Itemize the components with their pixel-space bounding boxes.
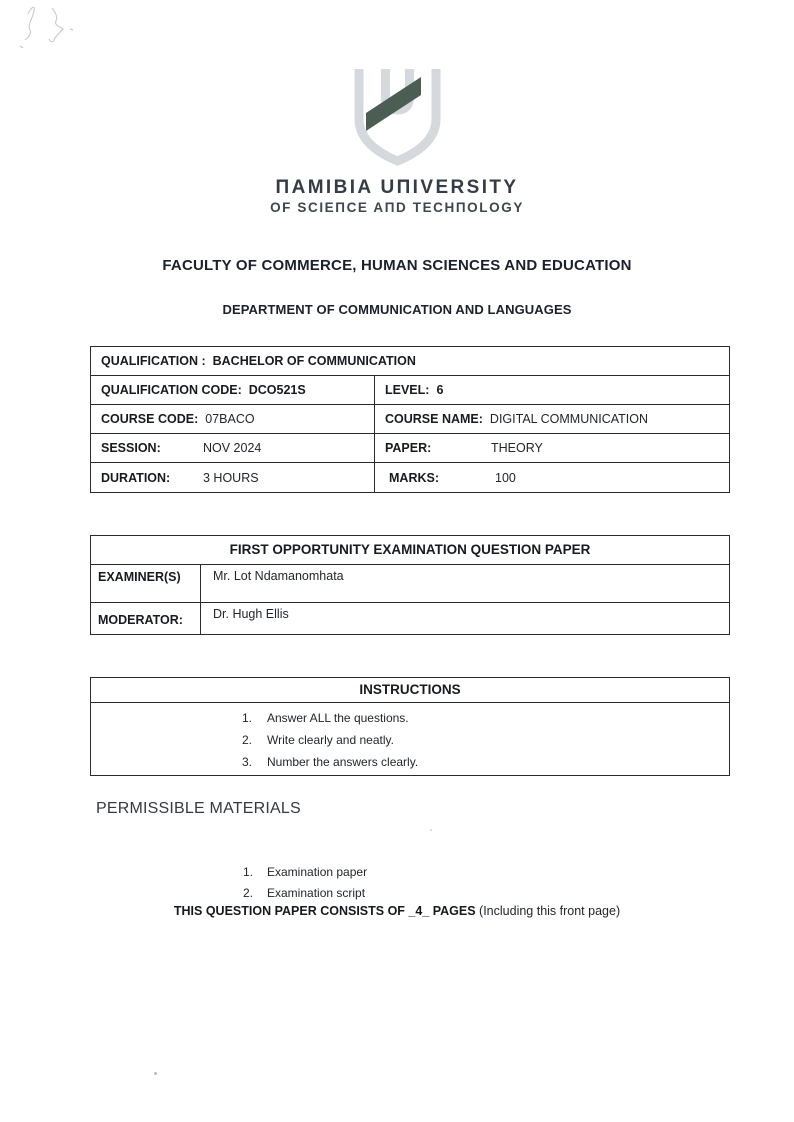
list-item-text: Write clearly and neatly. [267, 733, 394, 747]
course-code-value: 07BACO [205, 412, 255, 426]
moderator-label: MODERATOR: [91, 603, 201, 634]
scan-speck-artifact [154, 1072, 157, 1075]
table-row [91, 602, 729, 634]
marks-value: 100 [495, 470, 516, 485]
faculty-heading: FACULTY OF COMMERCE, HUMAN SCIENCES AND EDUCATION [162, 257, 632, 274]
university-logo [0, 64, 794, 215]
list-item-number: 1. [242, 711, 253, 725]
permissible-materials-title: PERMISSIBLE MATERIALS [96, 800, 301, 817]
list-item [243, 862, 367, 883]
qualification-code-label: QUALIFICATION CODE: [101, 383, 242, 397]
instructions-box [90, 677, 730, 776]
marks-cell [374, 463, 729, 492]
scan-speck-artifact [430, 829, 432, 831]
pencil-scribble-artifact [14, 2, 94, 62]
page-count-regular: (Including this front page) [475, 904, 621, 918]
table-row [91, 564, 729, 602]
exam-paper-table [90, 535, 730, 635]
duration-cell [91, 463, 374, 492]
qualification-value: BACHELOR OF COMMUNICATION [212, 354, 416, 368]
table-row [91, 404, 729, 433]
session-value: NOV 2024 [203, 441, 262, 455]
list-item [242, 751, 729, 773]
page-count-bold: THIS QUESTION PAPER CONSISTS OF _4_ PAGES [173, 904, 476, 918]
list-item-text: Answer ALL the questions. [267, 711, 409, 725]
level-cell [374, 376, 729, 404]
paper-cell [374, 434, 729, 462]
paper-label: PAPER: [385, 441, 432, 455]
instructions-title: INSTRUCTIONS [91, 678, 729, 703]
qualification-label: QUALIFICATION : [101, 354, 206, 368]
course-name-value: DIGITAL COMMUNICATION [489, 412, 649, 426]
list-item-number: 1. [243, 865, 254, 879]
instructions-list [91, 703, 729, 775]
level-value: 6 [436, 383, 444, 397]
marks-label: MARKS: [389, 470, 439, 485]
qualification-cell [91, 347, 729, 375]
qualification-code-value: DCO521S [248, 383, 306, 397]
course-info-table [90, 346, 730, 493]
list-item-number: 2. [242, 733, 253, 747]
university-name: ПAMIBIA UПIVERSITY [275, 177, 519, 198]
level-label: LEVEL: [385, 383, 430, 397]
list-item-text: Examination script [267, 886, 366, 900]
course-name-cell [374, 405, 729, 433]
table-row [91, 347, 729, 375]
course-name-label: COURSE NAME: [385, 412, 483, 426]
page-count-note [0, 904, 794, 918]
table-row [91, 462, 729, 492]
session-label: SESSION: [101, 441, 161, 455]
course-code-cell [91, 405, 374, 433]
nust-shield-logo-icon [350, 64, 445, 170]
table-row [91, 433, 729, 462]
course-code-label: COURSE CODE: [101, 412, 199, 426]
list-item-number: 3. [242, 755, 253, 769]
list-item [242, 707, 729, 729]
department-heading: DEPARTMENT OF COMMUNICATION AND LANGUAGES [222, 302, 572, 317]
permissible-materials-list [243, 862, 367, 904]
list-item-number: 2. [243, 886, 254, 900]
list-item-text: Number the answers clearly. [267, 755, 419, 769]
table-row [91, 375, 729, 404]
examiner-value: Mr. Lot Ndamanomhata [213, 569, 344, 583]
university-name-subline: OF SCIEПCE AПD TECHПOLOGY [270, 200, 524, 215]
exam-paper-title: FIRST OPPORTUNITY EXAMINATION QUESTION PAPER [229, 542, 591, 557]
list-item [242, 729, 729, 751]
duration-label: DURATION: [101, 470, 171, 485]
duration-value: 3 HOURS [203, 470, 259, 485]
list-item [243, 883, 367, 904]
session-cell [91, 434, 374, 462]
paper-value: THEORY [491, 441, 543, 455]
moderator-value: Dr. Hugh Ellis [213, 607, 289, 621]
examiner-label: EXAMINER(S) [91, 565, 201, 602]
qualification-code-cell [91, 376, 374, 404]
list-item-text: Examination paper [267, 865, 368, 879]
